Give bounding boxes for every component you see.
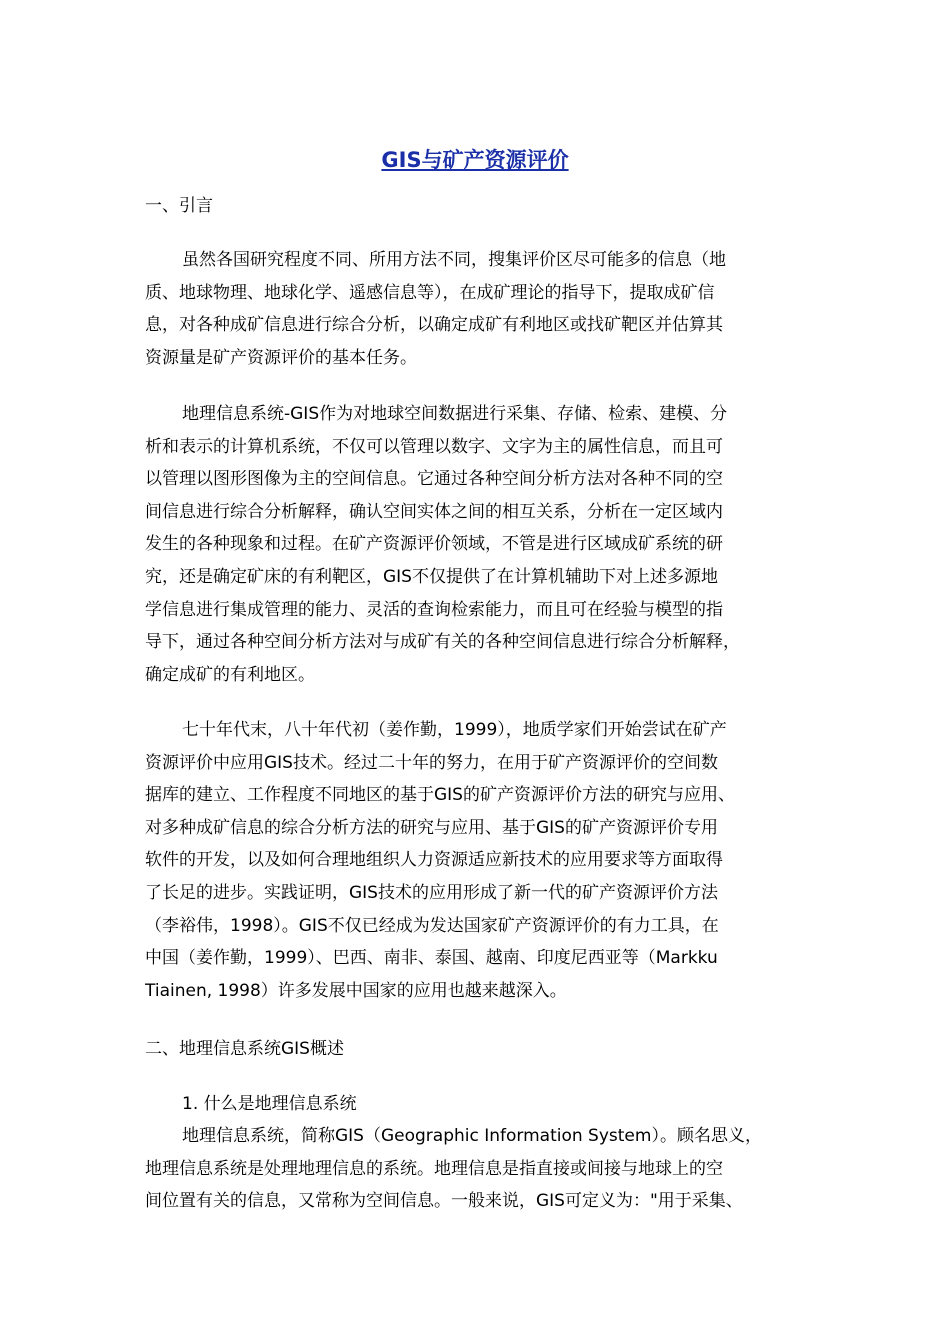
paragraph-line: Tiainen, 1998）许多发展中国家的应用也越来越深入。 (145, 980, 567, 1001)
paragraph-1 (145, 244, 805, 374)
paragraph-line: 中国（姜作勤，1999）、巴西、南非、泰国、越南、印度尼西亚等（Markku (145, 948, 718, 969)
paragraph-line: 软件的开发，以及如何合理地组织人力资源适应新技术的应用要求等方面取得 (145, 850, 723, 871)
paragraph-line: 了长足的进步。实践证明，GIS技术的应用形成了新一代的矿产资源评价方法 (145, 882, 718, 903)
paragraph-4 (145, 1120, 805, 1218)
paragraph-line: 究，还是确定矿床的有利靶区，GIS不仅提供了在计算机辅助下对上述多源地 (145, 566, 718, 587)
paragraph-line: 确定成矿的有利地区。 (145, 664, 315, 685)
paragraph-line: 七十年代末，八十年代初（姜作勤，1999），地质学家们开始尝试在矿产 (182, 720, 727, 740)
paragraph-line: 析和表示的计算机系统，不仅可以管理以数字、文字为主的属性信息，而且可 (145, 436, 723, 457)
paragraph-line: 地理信息系统-GIS作为对地球空间数据进行采集、存储、检索、建模、分 (182, 404, 728, 424)
section-heading-gis-overview: 二、地理信息系统GIS概述 (145, 1039, 344, 1059)
paragraph-line: 对多种成矿信息的综合分析方法的研究与应用、基于GIS的矿产资源评价专用 (145, 817, 718, 838)
paragraph-line: 以管理以图形图像为主的空间信息。它通过各种空间分析方法对各种不同的空 (145, 469, 723, 490)
paragraph-line: 资源量是矿产资源评价的基本任务。 (145, 347, 417, 368)
paragraph-line: 息，对各种成矿信息进行综合分析，以确定成矿有利地区或找矿靶区并估算其 (145, 315, 723, 336)
paragraph-line: 导下，通过各种空间分析方法对与成矿有关的各种空间信息进行综合分析解释， (145, 632, 740, 653)
paragraph-2 (145, 398, 805, 691)
paragraph-line: 据库的建立、工作程度不同地区的基于GIS的矿产资源评价方法的研究与应用、 (145, 785, 735, 806)
paragraph-line: 虽然各国研究程度不同、所用方法不同，搜集评价区尽可能多的信息（地 (182, 250, 726, 270)
paragraph-3 (145, 714, 805, 1007)
section-heading-introduction: 一、引言 (145, 196, 213, 216)
paragraph-line: （李裕伟，1998）。GIS不仅已经成为发达国家矿产资源评价的有力工具，在 (145, 915, 719, 936)
document-title: GIS与矿产资源评价 (381, 148, 569, 172)
paragraph-line: 资源评价中应用GIS技术。经过二十年的努力，在用于矿产资源评价的空间数 (145, 752, 718, 773)
paragraph-line: 地理信息系统是处理地理信息的系统。地理信息是指直接或间接与地球上的空 (145, 1158, 723, 1179)
paragraph-line: 地理信息系统，简称GIS（Geographic Information System）。顾名思义， (182, 1126, 762, 1146)
paragraph-line: 间位置有关的信息，又常称为空间信息。一般来说，GIS可定义为："用于采集、 (145, 1191, 743, 1212)
subsection-heading-what-is-gis: 1. 什么是地理信息系统 (182, 1094, 357, 1114)
paragraph-line: 质、地球物理、地球化学、遥感信息等），在成矿理论的指导下，提取成矿信 (145, 282, 715, 303)
paragraph-line: 间信息进行综合分析解释，确认空间实体之间的相互关系，分析在一定区域内 (145, 501, 723, 522)
paragraph-line: 发生的各种现象和过程。在矿产资源评价领域，不管是进行区域成矿系统的研 (145, 534, 723, 555)
paragraph-line: 学信息进行集成管理的能力、灵活的查询检索能力，而且可在经验与模型的指 (145, 599, 723, 620)
